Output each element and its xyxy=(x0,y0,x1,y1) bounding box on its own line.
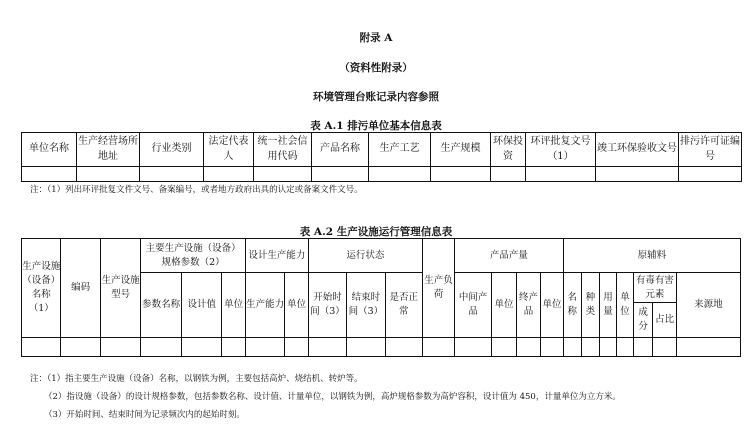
t1-col-industry: 行业类别 xyxy=(140,133,204,167)
t2-col-main-params: 主要生产设施（设备）规格参数（2） xyxy=(141,239,245,273)
t2-col-design-capacity: 设计生产能力 xyxy=(245,239,308,273)
t2-col-intermediate-unit: 单位 xyxy=(492,273,517,338)
table1-header-row xyxy=(22,133,742,167)
t2-col-usage: 用量 xyxy=(599,273,616,338)
t1-col-address: 生产经营场所地址 xyxy=(77,133,140,167)
table2-note-1: 注：（1）指主要生产设施（设备）名称，以钢铁为例，主要包括高炉、烧结机、转炉等。 xyxy=(30,374,363,384)
table2 xyxy=(21,238,741,357)
t1-col-env-invest: 环保投资 xyxy=(491,133,526,167)
t2-col-code: 编码 xyxy=(61,239,100,338)
t2-col-facility-name: 生产设施（设备）名称（1） xyxy=(22,239,61,338)
table1-title: 表 A.1 排污单位基本信息表 xyxy=(310,120,442,132)
t1-col-scale: 生产规模 xyxy=(431,133,491,167)
t2-col-ratio: 占比 xyxy=(653,303,676,338)
table2-note-2: （2）指设施（设备）的设计规格参数，包括参数名称、设计值、计量单位，以钢铁为例，高炉规格参数为高炉容积，设计值为 450，计量单位为立方米。 xyxy=(44,392,621,402)
t2-col-origin: 来源地 xyxy=(676,273,740,338)
appendix-nature: （资料性附录） xyxy=(339,62,413,74)
t1-col-legal-rep: 法定代表人 xyxy=(204,133,254,167)
t2-col-start-time: 开始时间（3） xyxy=(308,273,346,338)
t2-col-run-status: 运行状态 xyxy=(308,239,422,273)
t2-col-mat-type: 种类 xyxy=(581,273,599,338)
t1-col-acceptance: 竣工环保验收文号 xyxy=(596,133,679,167)
t2-col-toxic: 有毒有害元素 xyxy=(634,273,677,303)
table2-title: 表 A.2 生产设施运行管理信息表 xyxy=(299,226,453,238)
t2-col-is-normal: 是否正常 xyxy=(385,273,422,338)
table1 xyxy=(21,132,742,182)
t2-col-intermediate: 中间产品 xyxy=(454,273,491,338)
t2-col-design-value: 设计值 xyxy=(181,273,222,338)
table1-data-row xyxy=(22,167,742,182)
t1-col-permit: 排污许可证编号 xyxy=(679,133,742,167)
t2-col-output: 产品产量 xyxy=(454,239,563,273)
t2-col-load: 生产负荷 xyxy=(422,239,454,338)
t2-col-mat-unit: 单位 xyxy=(617,273,634,338)
t2-col-model: 生产设施型号 xyxy=(100,239,141,338)
document-title: 环境管理台账记录内容参照 xyxy=(313,91,439,103)
t2-col-capacity: 生产能力 xyxy=(245,273,284,338)
appendix-label: 附录 A xyxy=(359,32,393,44)
table2-note-3: （3）开始时间、结束时间为记录频次内的起始时刻。 xyxy=(44,410,245,420)
t2-col-final: 终产品 xyxy=(516,273,541,338)
t2-col-capacity-unit: 单位 xyxy=(285,273,308,338)
table1-note-1: 注：（1）列出环评批复文件文号、备案编号，或者地方政府出具的认定或备案文件文号。 xyxy=(30,185,363,195)
t1-col-product: 产品名称 xyxy=(312,133,369,167)
t1-col-process: 生产工艺 xyxy=(369,133,431,167)
t2-col-end-time: 结束时间（3） xyxy=(347,273,385,338)
t1-col-credit-code: 统一社会信用代码 xyxy=(254,133,312,167)
t2-col-component: 成分 xyxy=(634,303,653,338)
t2-col-mat-name: 名称 xyxy=(563,273,581,338)
t2-col-param-name: 参数名称 xyxy=(141,273,182,338)
t2-col-final-unit: 单位 xyxy=(541,273,563,338)
table2-data-row xyxy=(22,338,741,357)
t2-col-materials: 原辅料 xyxy=(563,239,740,273)
t1-col-unit-name: 单位名称 xyxy=(22,133,77,167)
t2-col-param-unit: 单位 xyxy=(222,273,245,338)
t1-col-eia-approval: 环评批复文号（1） xyxy=(526,133,596,167)
